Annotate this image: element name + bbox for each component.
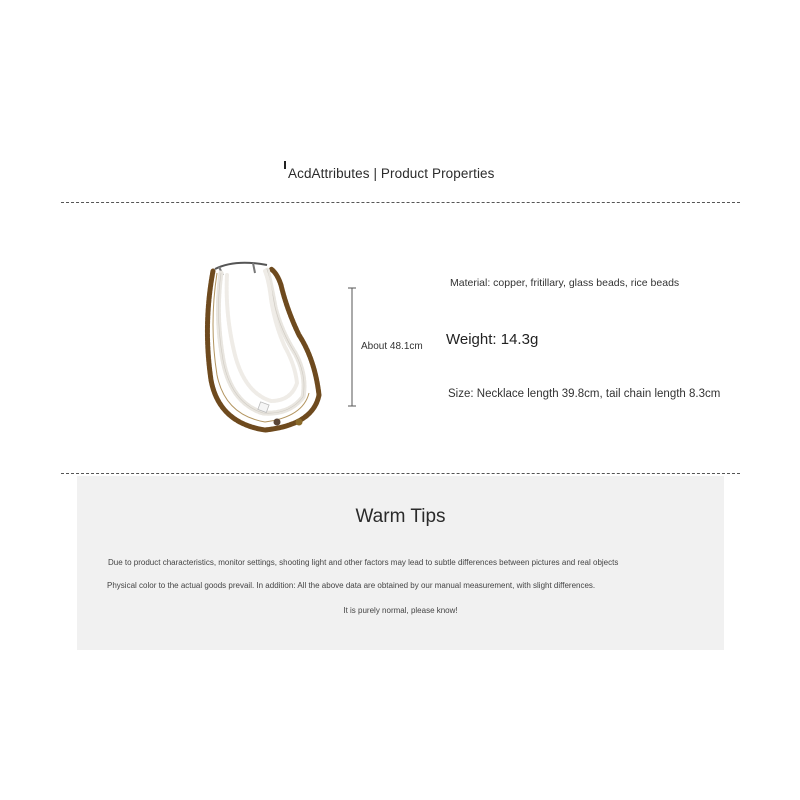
tips-line: Due to product characteristics, monitor settings, shooting light and other factors may lead to subtle differences between pictures and real objects xyxy=(108,558,619,567)
tips-line: It is purely normal, please know! xyxy=(343,606,458,615)
warm-tips-panel xyxy=(77,476,724,650)
top-divider xyxy=(61,202,740,203)
weight-text: Weight: 14.3g xyxy=(446,331,539,348)
material-text: Material: copper, fritillary, glass beads, rice beads xyxy=(450,277,680,289)
length-label: About 48.1cm xyxy=(361,341,423,352)
page-title: AcdAttributes | Product Properties xyxy=(288,166,495,181)
tips-line: Physical color to the actual goods prevail. In addition: All the above data are obtained by our manual measurement, with slight differences. xyxy=(107,581,596,590)
size-text: Size: Necklace length 39.8cm, tail chain length 8.3cm xyxy=(448,388,721,400)
necklace-image xyxy=(195,255,335,450)
heading-accent-mark xyxy=(284,161,286,169)
bottom-divider xyxy=(61,473,740,474)
warm-tips-title: Warm Tips xyxy=(355,506,446,527)
